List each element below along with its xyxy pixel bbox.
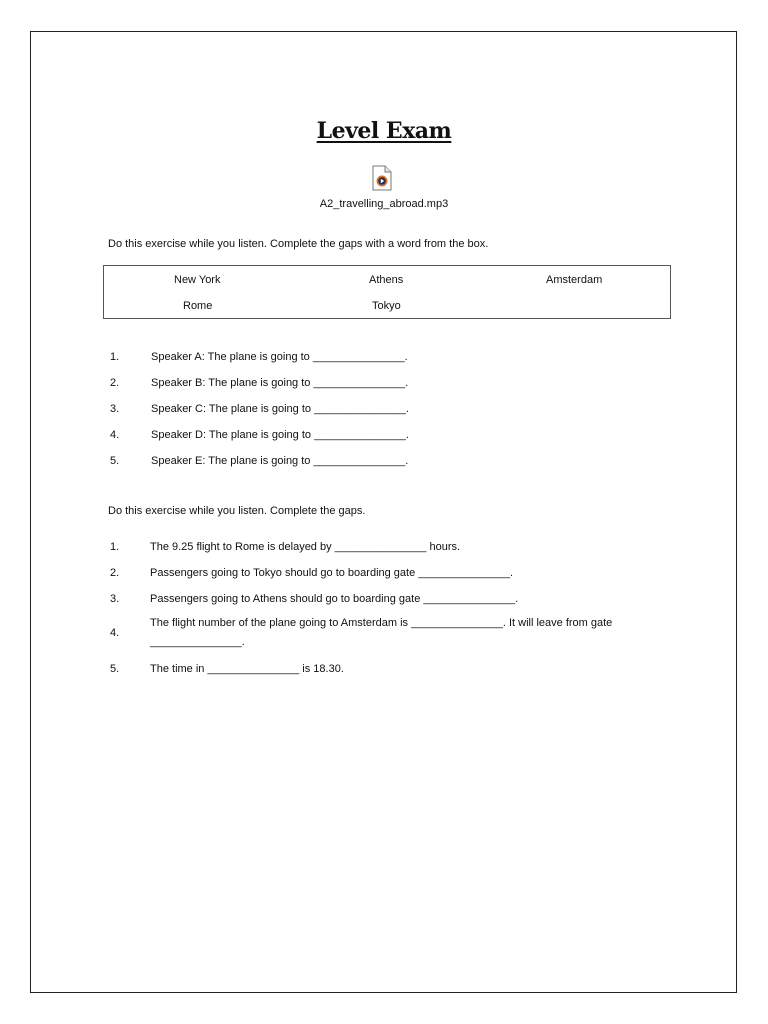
question-number: 2. (110, 377, 120, 389)
question-text: The 9.25 flight to Rome is delayed by _______________ hours. (150, 541, 461, 553)
audio-file-icon[interactable] (372, 165, 392, 191)
question-number: 4. (110, 429, 120, 441)
question-number: 1. (110, 351, 120, 363)
exercise2-instruction: Do this exercise while you listen. Complete the gaps. (108, 505, 366, 517)
question-text: Speaker B: The plane is going to _______________. (151, 377, 409, 389)
word-box-item: New York (174, 274, 221, 286)
question-text: Speaker D: The plane is going to _______________. (151, 429, 409, 441)
question-text: Passengers going to Athens should go to boarding gate _______________. (150, 593, 519, 605)
question-text-continued: _______________. (150, 636, 245, 648)
word-box-item: Athens (369, 274, 404, 286)
question-number: 2. (110, 567, 120, 579)
question-text: Speaker A: The plane is going to _______________. (151, 351, 408, 363)
question-number: 4. (110, 627, 120, 639)
question-text: The time in _______________ is 18.30. (150, 663, 344, 675)
exercise1-instruction: Do this exercise while you listen. Complete the gaps with a word from the box. (108, 238, 489, 250)
question-text: Passengers going to Tokyo should go to boarding gate _______________. (150, 567, 514, 579)
audio-file-name[interactable]: A2_travelling_abroad.mp3 (319, 198, 449, 210)
word-box-item: Tokyo (372, 300, 401, 312)
question-number: 5. (110, 455, 120, 467)
question-number: 3. (110, 593, 120, 605)
question-number: 1. (110, 541, 120, 553)
question-number: 3. (110, 403, 120, 415)
question-text: The flight number of the plane going to Amsterdam is _______________. It will leave from gate (150, 617, 613, 629)
page-title: Level Exam (316, 118, 452, 144)
question-text: Speaker E: The plane is going to _______________. (151, 455, 409, 467)
word-box-item: Rome (183, 300, 213, 312)
question-text: Speaker C: The plane is going to _______________. (151, 403, 409, 415)
question-number: 5. (110, 663, 120, 675)
word-box-item: Amsterdam (546, 274, 603, 286)
